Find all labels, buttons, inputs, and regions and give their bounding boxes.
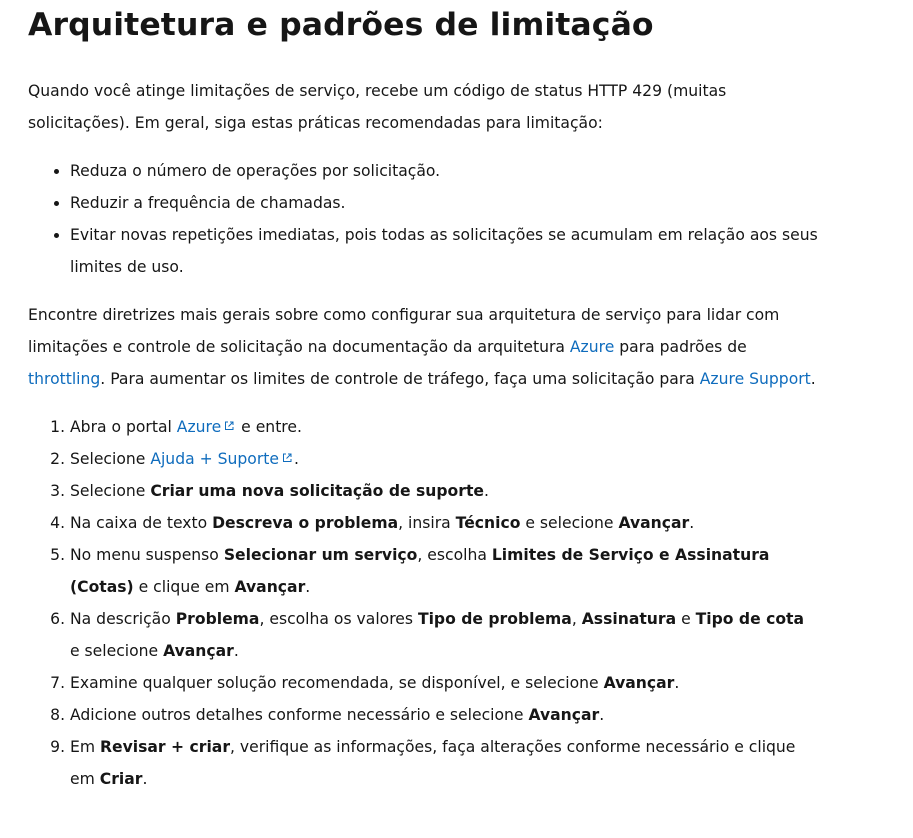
step-text: .: [305, 578, 311, 596]
step-item: [70, 475, 818, 507]
ui-term: Descreva o problema: [212, 514, 399, 532]
step-text: e selecione: [520, 514, 619, 532]
azure-portal-link-label: Azure: [176, 418, 222, 436]
practices-list: [28, 155, 818, 283]
ui-term: Avançar: [603, 674, 675, 692]
ui-term: Criar uma nova solicitação de suporte: [150, 482, 484, 500]
step-text: , escolha os valores: [259, 610, 418, 628]
step-text: Na caixa de texto: [70, 514, 213, 532]
step-text: .: [599, 706, 605, 724]
step-text: Em: [70, 738, 100, 756]
step-text: e entre.: [236, 418, 302, 436]
ui-term: Problema: [175, 610, 260, 628]
step-item: [70, 731, 818, 795]
ui-term: Selecionar um serviço: [223, 546, 418, 564]
azure-portal-link[interactable]: [177, 418, 236, 436]
step-item: [70, 539, 818, 603]
step-text: e clique em: [133, 578, 235, 596]
step-text: , verifique as informações, faça alterações conforme necessário e clique em: [70, 738, 796, 788]
ui-term: Técnico: [455, 514, 521, 532]
step-item: [70, 411, 818, 443]
step-text: Na descrição: [70, 610, 176, 628]
step-text: .: [293, 450, 299, 468]
azure-architecture-link[interactable]: Azure: [569, 338, 615, 356]
step-text: ,: [571, 610, 582, 628]
step-text: .: [233, 642, 239, 660]
ui-term: Avançar: [234, 578, 306, 596]
external-link-icon: [224, 421, 234, 431]
step-text: .: [674, 674, 680, 692]
guidance-text: para padrões de: [614, 338, 747, 356]
step-text: Selecione: [70, 450, 151, 468]
guidance-text: . Para aumentar os limites de controle de tráfego, faça uma solicitação para: [100, 370, 700, 388]
intro-paragraph: Quando você atinge limitações de serviço, recebe um código de status HTTP 429 (muitas solicitações). Em geral, siga estas práticas recomendadas para limitação:: [28, 82, 727, 132]
guidance-paragraph: [28, 299, 818, 395]
step-text: Examine qualquer solução recomendada, se disponível, e selecione: [70, 674, 604, 692]
step-text: Adicione outros detalhes conforme necessário e selecione: [70, 706, 529, 724]
step-text: e selecione: [70, 642, 164, 660]
step-item: [70, 443, 818, 475]
step-text: Abra o portal: [70, 418, 177, 436]
step-text: e: [676, 610, 696, 628]
step-text: No menu suspenso: [70, 546, 224, 564]
step-item: [70, 507, 818, 539]
page-title: Arquitetura e padrões de limitação: [28, 7, 654, 43]
step-text: Selecione: [70, 482, 151, 500]
article: [28, 0, 818, 795]
list-item: • Reduzir a frequência de chamadas.: [70, 187, 818, 219]
azure-support-link[interactable]: Azure Support: [699, 370, 811, 388]
step-text: , insira: [398, 514, 456, 532]
external-link-icon: [282, 453, 292, 463]
ui-term: Limites de Serviço e Assinatura (Cotas): [70, 546, 770, 596]
ui-term: Criar: [99, 770, 143, 788]
throttling-link[interactable]: throttling: [28, 370, 101, 388]
list-item: • Reduza o número de operações por solicitação.: [70, 155, 818, 187]
step-item: [70, 699, 818, 731]
guidance-text: .: [810, 370, 816, 388]
step-text: .: [142, 770, 148, 788]
ui-term: Assinatura: [581, 610, 677, 628]
ui-term: Tipo de cota: [695, 610, 805, 628]
list-item: • Evitar novas repetições imediatas, pois todas as solicitações se acumulam em relação aos seus limites de uso.: [70, 219, 818, 283]
ui-term: Avançar: [618, 514, 690, 532]
ui-term: Revisar + criar: [100, 738, 231, 756]
steps-list: [28, 411, 818, 795]
step-item: [70, 603, 818, 667]
step-text: .: [689, 514, 695, 532]
ui-term: Avançar: [528, 706, 600, 724]
step-item: [70, 667, 818, 699]
step-text: , escolha: [417, 546, 492, 564]
ui-term: Tipo de problema: [417, 610, 572, 628]
ui-term: Avançar: [163, 642, 234, 660]
guidance-text: Encontre diretrizes mais gerais sobre como configurar sua arquitetura de serviço para lidar com limitações e controle de solicitação na documentação da arquitetura: [28, 306, 780, 356]
step-text: .: [483, 482, 489, 500]
help-support-link-label: Ajuda + Suporte: [150, 450, 279, 468]
help-support-link[interactable]: [150, 450, 294, 468]
